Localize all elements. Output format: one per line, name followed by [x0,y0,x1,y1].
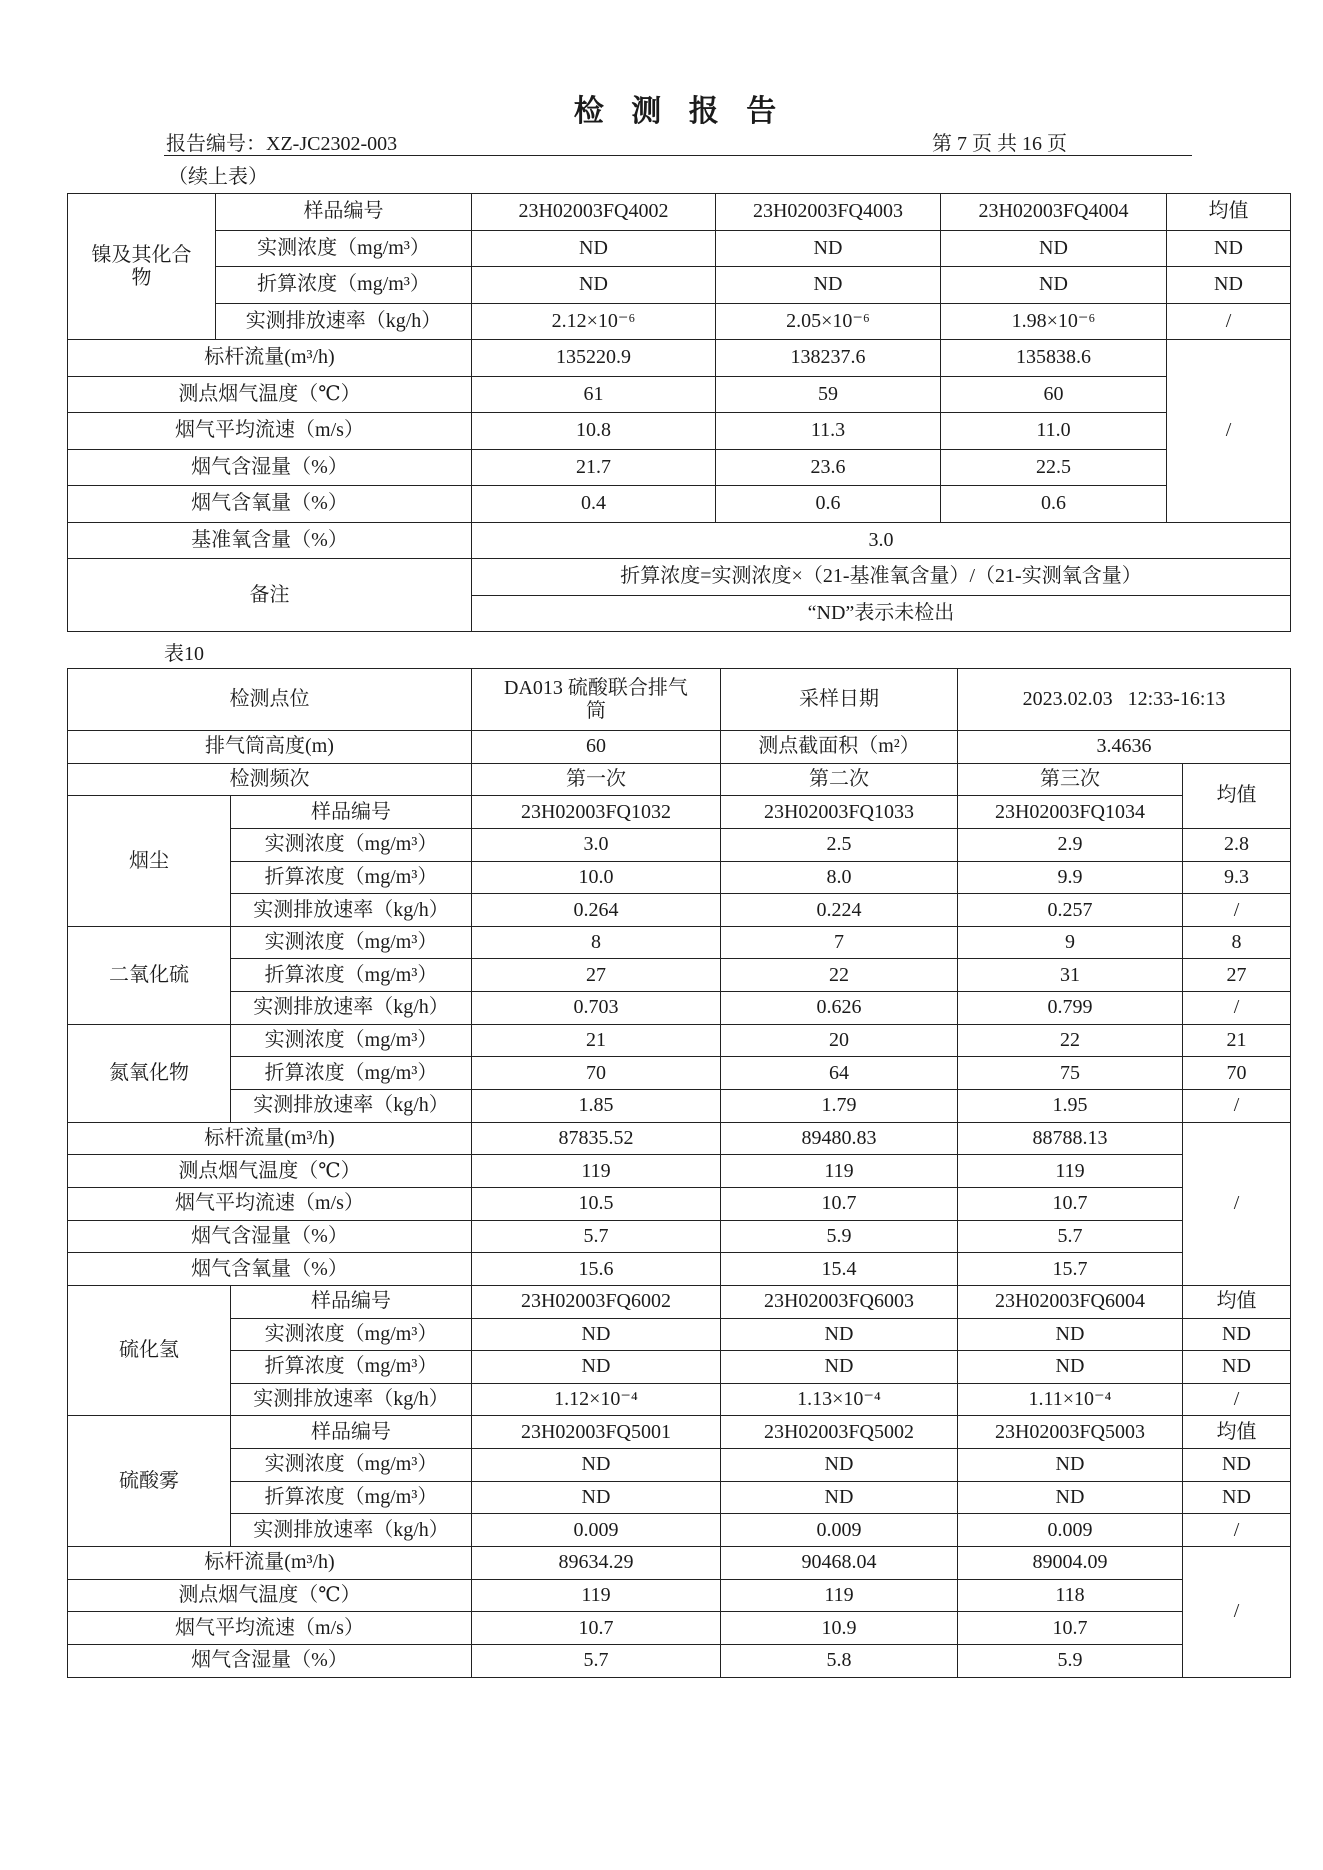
so2-emission-rate-avg: / [1183,992,1291,1025]
point-value: DA013 硫酸联合排气筒 [504,676,688,722]
acid-mist-sample-id: 23H02003FQ5003 [958,1416,1183,1449]
sample-id-label: 样品编号 [231,796,472,829]
so2-emission-rate: 0.703 [472,992,721,1025]
nickel-group-cell [68,194,216,340]
nickel-measured-conc-avg: ND [1167,230,1291,267]
nox-converted-conc: 64 [721,1057,958,1090]
converted-conc-label: 折算浓度（mg/m³） [231,1351,472,1384]
flue-temp-value: 60 [941,376,1167,413]
nickel-sample-id: 23H02003FQ4002 [472,194,716,231]
flue-temp-label: 测点烟气温度（℃） [68,1579,472,1612]
nox-converted-conc: 70 [472,1057,721,1090]
dust-measured-conc-avg: 2.8 [1183,828,1291,861]
flue-moisture-value: 21.7 [472,449,716,486]
flue-params-average: / [1183,1122,1291,1285]
sample-id-label: 样品编号 [231,1285,472,1318]
measured-conc-label: 实测浓度（mg/m³） [231,1318,472,1351]
converted-conc-label: 折算浓度（mg/m³） [216,267,472,304]
h2s-emission-rate: 1.11×10⁻⁴ [958,1383,1183,1416]
emission-rate-label: 实测排放速率（kg/h） [231,1514,472,1547]
page-title: 检 测 报 告 [573,95,787,128]
flue-oxygen-label: 烟气含氧量（%） [68,486,472,523]
std-flow-value: 135220.9 [472,340,716,377]
nox-converted-conc: 75 [958,1057,1183,1090]
dust-sample-id: 23H02003FQ1032 [472,796,721,829]
std-flow-value: 89004.09 [958,1547,1183,1580]
average-label: 均值 [1167,194,1291,231]
ref-oxygen-value: 3.0 [472,522,1291,559]
acid-mist-emission-rate: 0.009 [472,1514,721,1547]
flue-moisture-label: 烟气含湿量（%） [68,449,472,486]
nickel-emission-rate: 1.98×10⁻⁶ [941,303,1167,340]
emission-rate-label: 实测排放速率（kg/h） [231,992,472,1025]
h2s-emission-rate-avg: / [1183,1383,1291,1416]
h2s-group-name: 硫化氢 [68,1285,231,1416]
flue-velocity-label: 烟气平均流速（m/s） [68,1187,472,1220]
sample-id-label: 样品编号 [216,194,472,231]
flue-temp-value: 119 [472,1155,721,1188]
nickel-emission-rate: 2.05×10⁻⁶ [716,303,941,340]
nickel-group-name: 镍及其化合物 [91,243,192,289]
std-flow-value: 89634.29 [472,1547,721,1580]
acid-mist-measured-conc: ND [958,1449,1183,1482]
nox-emission-rate: 1.79 [721,1090,958,1123]
flue-oxygen-value: 0.6 [941,486,1167,523]
ref-oxygen-label: 基准氧含量（%） [68,522,472,559]
flue-velocity-label: 烟气平均流速（m/s） [68,1612,472,1645]
acid-mist-group-name: 硫酸雾 [68,1416,231,1547]
date-label: 采样日期 [721,669,958,731]
flue-moisture-value: 5.9 [958,1644,1183,1677]
nox-emission-rate: 1.85 [472,1090,721,1123]
h2s-converted-conc: ND [721,1351,958,1384]
frequency-label: 检测频次 [68,763,472,796]
acid-mist-emission-rate: 0.009 [958,1514,1183,1547]
flue-velocity-value: 10.7 [721,1187,958,1220]
converted-conc-label: 折算浓度（mg/m³） [231,959,472,992]
nox-measured-conc: 21 [472,1024,721,1057]
flue-velocity-value: 11.0 [941,413,1167,450]
flue-velocity-value: 10.8 [472,413,716,450]
flue-moisture-value: 5.7 [472,1220,721,1253]
flue-moisture-value: 23.6 [716,449,941,486]
std-flow-value: 90468.04 [721,1547,958,1580]
stack-height-label: 排气筒高度(m) [68,731,472,764]
measured-conc-label: 实测浓度（mg/m³） [231,1024,472,1057]
flue-velocity-value: 10.7 [958,1187,1183,1220]
h2s-sample-id: 23H02003FQ6003 [721,1285,958,1318]
nickel-measured-conc: ND [716,230,941,267]
flue-oxygen-value: 15.6 [472,1253,721,1286]
flue-temp-value: 118 [958,1579,1183,1612]
h2s-measured-conc: ND [958,1318,1183,1351]
measured-conc-label: 实测浓度（mg/m³） [216,230,472,267]
flue-temp-label: 测点烟气温度（℃） [68,376,472,413]
flue-temp-value: 119 [721,1579,958,1612]
flue-moisture-label: 烟气含湿量（%） [68,1220,472,1253]
so2-group-name: 二氧化硫 [68,926,231,1024]
h2s-sample-id: 23H02003FQ6002 [472,1285,721,1318]
dust-measured-conc: 3.0 [472,828,721,861]
flue-params-average: / [1167,340,1291,523]
dust-sample-id: 23H02003FQ1034 [958,796,1183,829]
so2-emission-rate: 0.799 [958,992,1183,1025]
measured-conc-label: 实测浓度（mg/m³） [231,926,472,959]
acid-mist-sample-id: 23H02003FQ5001 [472,1416,721,1449]
acid-mist-converted-conc-avg: ND [1183,1481,1291,1514]
acid-mist-emission-rate: 0.009 [721,1514,958,1547]
run-label: 第三次 [958,763,1183,796]
nickel-sample-id: 23H02003FQ4004 [941,194,1167,231]
flue-moisture-value: 5.7 [472,1644,721,1677]
acid-mist-measured-conc: ND [472,1449,721,1482]
converted-conc-label: 折算浓度（mg/m³） [231,861,472,894]
dust-measured-conc: 2.9 [958,828,1183,861]
acid-mist-converted-conc: ND [472,1481,721,1514]
h2s-measured-conc-avg: ND [1183,1318,1291,1351]
average-label: 均值 [1183,1285,1291,1318]
converted-conc-label: 折算浓度（mg/m³） [231,1481,472,1514]
table-10 [67,668,1291,1678]
h2s-emission-rate: 1.13×10⁻⁴ [721,1383,958,1416]
section-area-label: 测点截面积（m²） [721,731,958,764]
flue-temp-label: 测点烟气温度（℃） [68,1155,472,1188]
flue-velocity-value: 10.7 [958,1612,1183,1645]
so2-emission-rate: 0.626 [721,992,958,1025]
nox-emission-rate: 1.95 [958,1090,1183,1123]
table-caption: 表10 [164,643,204,665]
flue-velocity-value: 11.3 [716,413,941,450]
std-flow-label: 标杆流量(m³/h) [68,1122,472,1155]
flue-oxygen-value: 0.6 [716,486,941,523]
measured-conc-label: 实测浓度（mg/m³） [231,1449,472,1482]
dust-sample-id: 23H02003FQ1033 [721,796,958,829]
emission-rate-label: 实测排放速率（kg/h） [216,303,472,340]
flue-velocity-value: 10.7 [472,1612,721,1645]
dust-converted-conc-avg: 9.3 [1183,861,1291,894]
dust-emission-rate-avg: / [1183,894,1291,927]
average-label: 均值 [1183,763,1291,828]
std-flow-value: 89480.83 [721,1122,958,1155]
so2-measured-conc-avg: 8 [1183,926,1291,959]
nickel-results-table [67,193,1291,632]
nickel-measured-conc: ND [472,230,716,267]
sample-id-label: 样品编号 [231,1416,472,1449]
flue-temp-value: 119 [472,1579,721,1612]
so2-measured-conc: 8 [472,926,721,959]
dust-converted-conc: 10.0 [472,861,721,894]
nickel-emission-rate: 2.12×10⁻⁶ [472,303,716,340]
flue-moisture-value: 5.8 [721,1644,958,1677]
nickel-converted-conc: ND [941,267,1167,304]
so2-converted-conc-avg: 27 [1183,959,1291,992]
flue-oxygen-value: 15.7 [958,1253,1183,1286]
flue-velocity-value: 10.9 [721,1612,958,1645]
flue-temp-value: 61 [472,376,716,413]
nickel-converted-conc-avg: ND [1167,267,1291,304]
h2s-converted-conc-avg: ND [1183,1351,1291,1384]
remarks-label: 备注 [68,559,472,632]
nox-measured-conc: 22 [958,1024,1183,1057]
so2-measured-conc: 9 [958,926,1183,959]
section-area-value: 3.4636 [958,731,1291,764]
so2-converted-conc: 31 [958,959,1183,992]
h2s-sample-id: 23H02003FQ6004 [958,1285,1183,1318]
h2s-measured-conc: ND [472,1318,721,1351]
flue-oxygen-value: 0.4 [472,486,716,523]
dust-emission-rate: 0.264 [472,894,721,927]
flue-oxygen-label: 烟气含氧量（%） [68,1253,472,1286]
nox-emission-rate-avg: / [1183,1090,1291,1123]
nox-group-name: 氮氧化物 [68,1024,231,1122]
nickel-emission-rate-avg: / [1167,303,1291,340]
report-number: 报告编号：XZ-JC2302-003 [166,133,398,155]
std-flow-value: 138237.6 [716,340,941,377]
nickel-converted-conc: ND [716,267,941,304]
nickel-sample-id: 23H02003FQ4003 [716,194,941,231]
dust-emission-rate: 0.224 [721,894,958,927]
nox-converted-conc-avg: 70 [1183,1057,1291,1090]
date-value: 2023.02.03 12:33-16:13 [958,669,1291,731]
flue-oxygen-value: 15.4 [721,1253,958,1286]
std-flow-value: 135838.6 [941,340,1167,377]
nox-measured-conc-avg: 21 [1183,1024,1291,1057]
flue-moisture-value: 5.9 [721,1220,958,1253]
emission-rate-label: 实测排放速率（kg/h） [231,1090,472,1123]
continued-note: （续上表） [168,166,268,188]
converted-conc-label: 折算浓度（mg/m³） [231,1057,472,1090]
h2s-converted-conc: ND [472,1351,721,1384]
run-label: 第二次 [721,763,958,796]
dust-emission-rate: 0.257 [958,894,1183,927]
flue-params-average: / [1183,1547,1291,1678]
nickel-measured-conc: ND [941,230,1167,267]
acid-mist-measured-conc-avg: ND [1183,1449,1291,1482]
acid-mist-measured-conc: ND [721,1449,958,1482]
point-cell [472,669,721,731]
flue-velocity-label: 烟气平均流速（m/s） [68,413,472,450]
flue-moisture-label: 烟气含湿量（%） [68,1644,472,1677]
header-rule [164,155,1192,156]
flue-temp-value: 59 [716,376,941,413]
emission-rate-label: 实测排放速率（kg/h） [231,894,472,927]
page-number: 第 7 页 共 16 页 [932,133,1067,155]
point-label: 检测点位 [68,669,472,731]
dust-converted-conc: 8.0 [721,861,958,894]
std-flow-label: 标杆流量(m³/h) [68,1547,472,1580]
emission-rate-label: 实测排放速率（kg/h） [231,1383,472,1416]
flue-moisture-value: 22.5 [941,449,1167,486]
std-flow-value: 87835.52 [472,1122,721,1155]
h2s-measured-conc: ND [721,1318,958,1351]
average-label: 均值 [1183,1416,1291,1449]
so2-converted-conc: 22 [721,959,958,992]
acid-mist-converted-conc: ND [958,1481,1183,1514]
acid-mist-sample-id: 23H02003FQ5002 [721,1416,958,1449]
flue-temp-value: 119 [958,1155,1183,1188]
so2-measured-conc: 7 [721,926,958,959]
run-label: 第一次 [472,763,721,796]
flue-moisture-value: 5.7 [958,1220,1183,1253]
acid-mist-emission-rate-avg: / [1183,1514,1291,1547]
remark-nd: “ND”表示未检出 [472,595,1291,632]
stack-height-value: 60 [472,731,721,764]
remark-formula: 折算浓度=实测浓度×（21-基准氧含量）/（21-实测氧含量） [472,559,1291,596]
measured-conc-label: 实测浓度（mg/m³） [231,828,472,861]
h2s-converted-conc: ND [958,1351,1183,1384]
std-flow-label: 标杆流量(m³/h) [68,340,472,377]
dust-converted-conc: 9.9 [958,861,1183,894]
acid-mist-converted-conc: ND [721,1481,958,1514]
dust-group-name: 烟尘 [68,796,231,927]
dust-measured-conc: 2.5 [721,828,958,861]
nickel-converted-conc: ND [472,267,716,304]
so2-converted-conc: 27 [472,959,721,992]
flue-velocity-value: 10.5 [472,1187,721,1220]
h2s-emission-rate: 1.12×10⁻⁴ [472,1383,721,1416]
flue-temp-value: 119 [721,1155,958,1188]
nox-measured-conc: 20 [721,1024,958,1057]
std-flow-value: 88788.13 [958,1122,1183,1155]
